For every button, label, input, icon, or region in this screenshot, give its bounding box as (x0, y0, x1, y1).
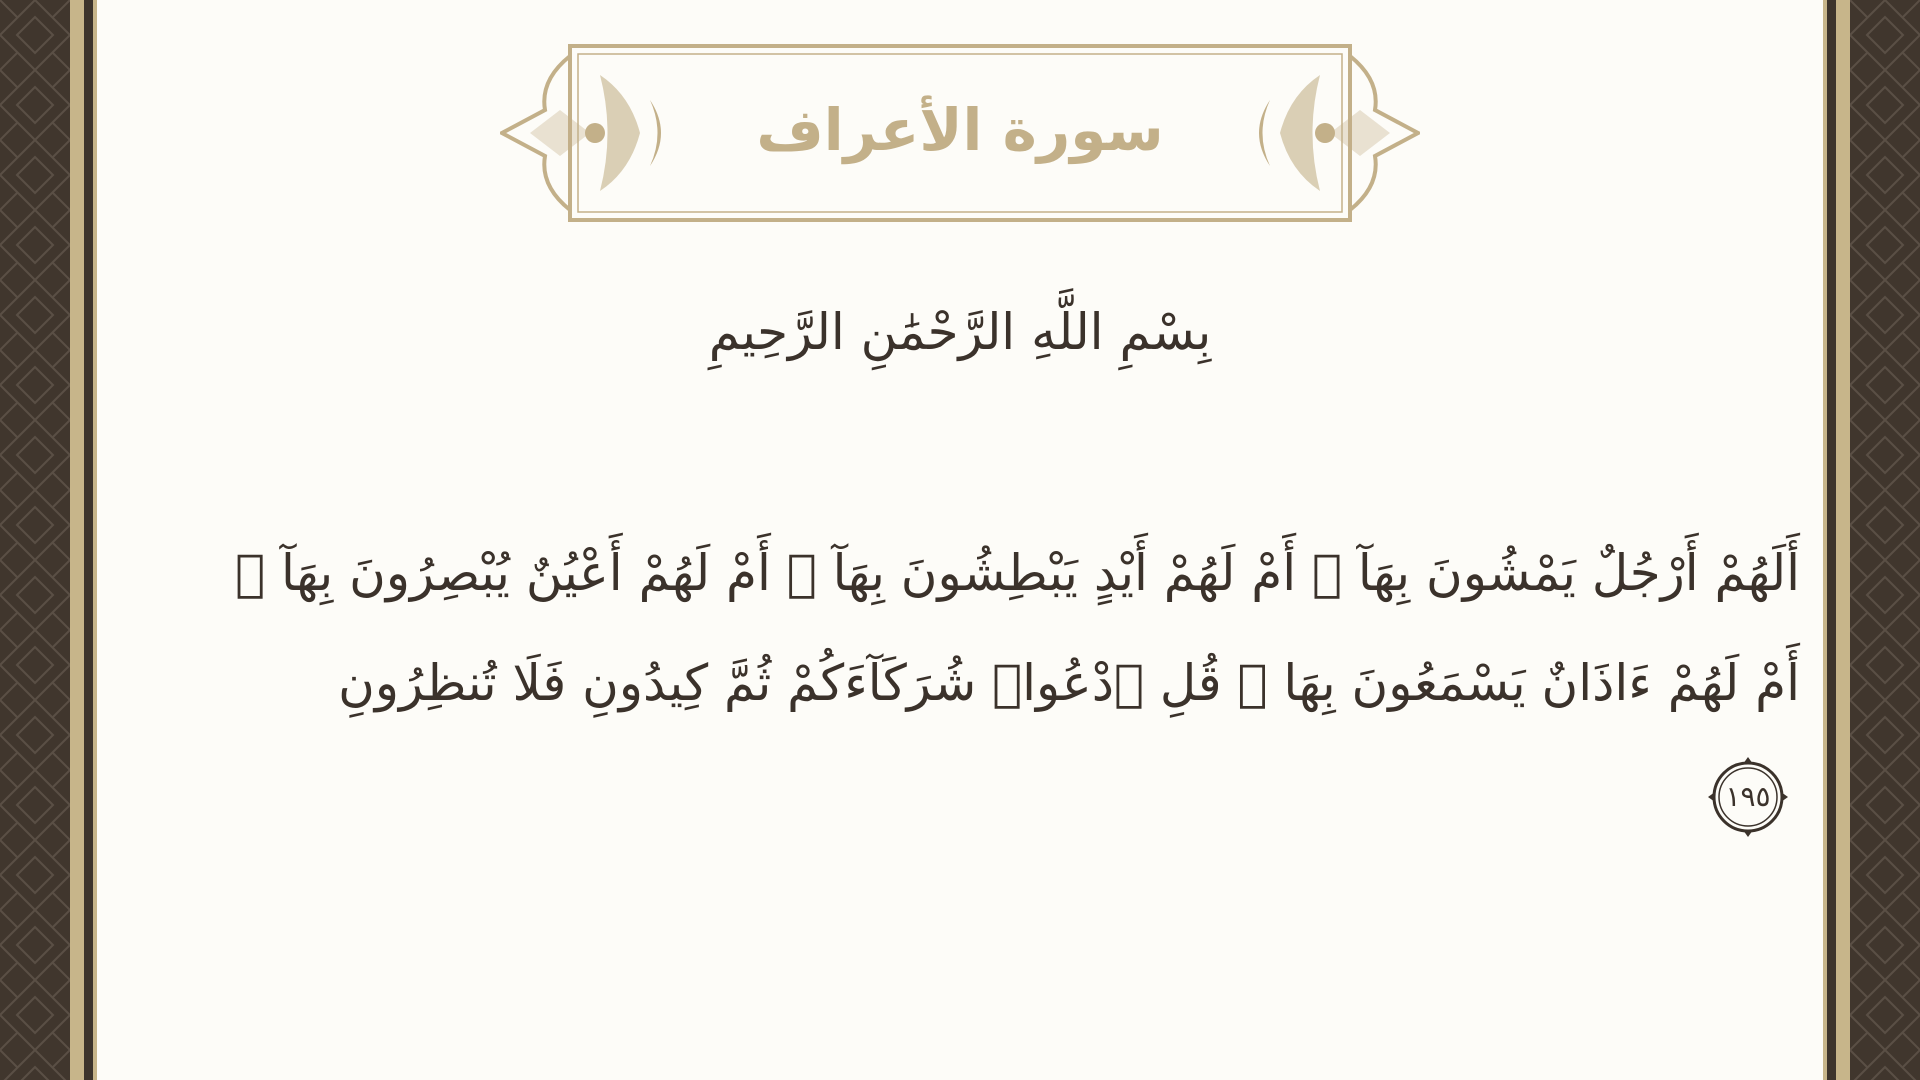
gold-frame-right-outer (1836, 0, 1850, 1080)
surah-title: سورة الأعراف (756, 96, 1164, 164)
gold-frame-right-inner (1823, 0, 1827, 1080)
gold-frame-left-outer (70, 0, 84, 1080)
right-ornamental-border (1850, 0, 1920, 1080)
pattern-left (0, 0, 70, 1080)
ayah-number: ١٩٥ (1725, 779, 1771, 813)
surah-header-banner (500, 40, 1420, 226)
left-ornamental-border (0, 0, 70, 1080)
pattern-right (1850, 0, 1920, 1080)
ayah-end-marker (1706, 755, 1790, 839)
verse-block (227, 518, 1800, 848)
verse-text: أَلَهُمْ أَرْجُلٌ يَمْشُونَ بِهَآ ۖ أَمْ لَهُمْ أَيْدٍ يَبْطِشُونَ بِهَآ ۖ أَمْ لَهُمْ أَعْيُنٌ يُبْصِرُونَ بِهَآ ۖ أَمْ لَهُمْ ءَاذَانٌ يَسْمَعُونَ بِهَا ۗ قُلِ ٱدْعُوا۟ شُرَكَآءَكُمْ ثُمَّ كِيدُونِ فَلَا تُنظِرُونِ (235, 544, 1800, 712)
basmala: بِسْمِ اللَّهِ الرَّحْمَٰنِ الرَّحِيمِ (708, 303, 1212, 361)
mushaf-page (97, 0, 1823, 1080)
